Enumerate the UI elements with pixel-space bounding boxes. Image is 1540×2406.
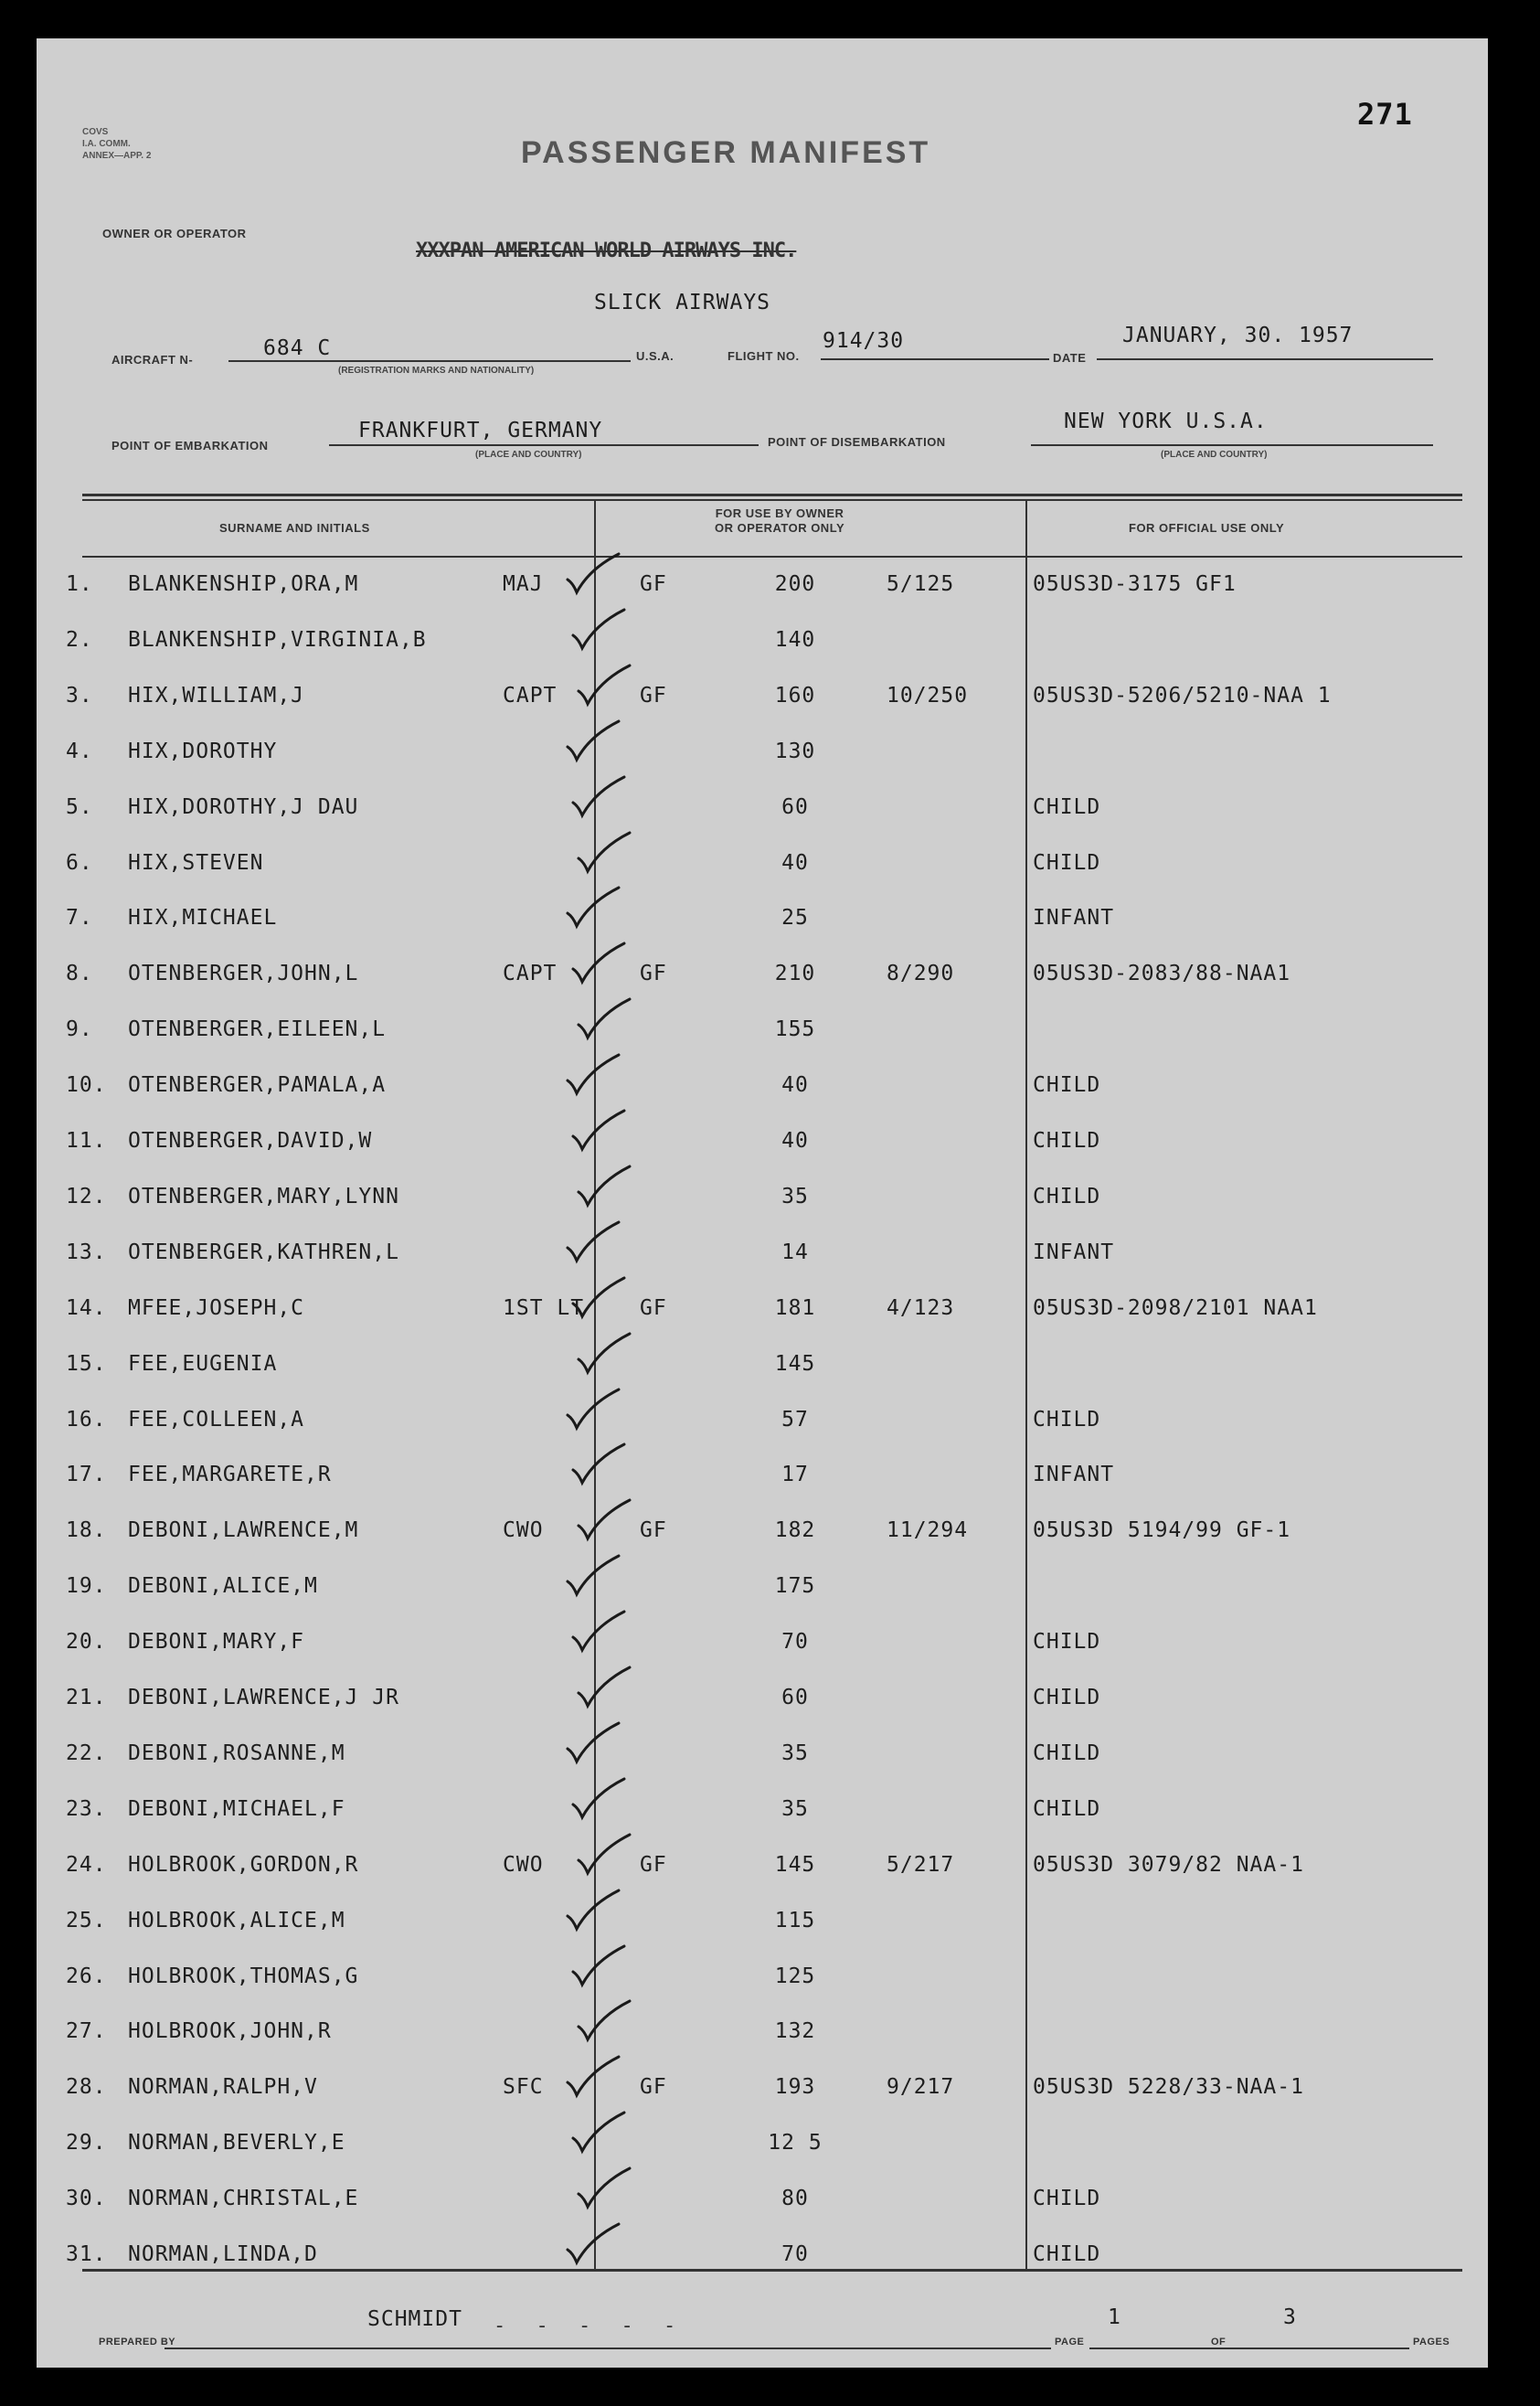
row-number: 12. [66,1184,107,1208]
row-number: 24. [66,1852,107,1877]
table-row [37,851,1488,906]
check-mark-icon [568,942,632,985]
passenger-weight: 40 [781,1073,809,1098]
passenger-rank: MAJ [503,572,544,596]
table-row [37,1909,1488,1964]
gf-code: GF [640,1518,667,1543]
pages-label: PAGES [1413,2337,1450,2347]
row-number: 17. [66,1463,107,1487]
gf-code: GF [640,2075,667,2100]
table-row [37,1129,1488,1184]
official-code: CHILD [1033,2242,1101,2266]
passenger-name: DEBONI,LAWRENCE,M [128,1518,359,1543]
gf-code: GF [640,1295,667,1320]
date-label: DATE [1053,351,1087,365]
passenger-name: NORMAN,CHRISTAL,E [128,2187,359,2211]
check-mark-icon [573,1833,637,1877]
passenger-name: HIX,WILLIAM,J [128,683,305,708]
table-row [37,2075,1488,2130]
row-number: 18. [66,1518,107,1543]
passenger-name: OTENBERGER,EILEEN,L [128,1017,387,1042]
passenger-rank: CWO [503,1852,544,1877]
check-mark-icon [573,1165,637,1208]
passenger-name: DEBONI,LAWRENCE,J JR [128,1686,399,1709]
passenger-rank: CAPT [503,962,558,986]
passenger-weight: 155 [774,1017,816,1042]
check-mark-icon [568,1777,632,1821]
baggage-count: 5/217 [887,1852,955,1877]
passenger-weight: 175 [774,1574,816,1599]
passenger-rank: CAPT [503,683,558,708]
row-number: 28. [66,2075,107,2100]
official-code: CHILD [1033,1630,1101,1655]
official-code: INFANT [1033,1240,1115,1264]
check-mark-icon [568,1610,632,1654]
passenger-weight: 35 [781,1796,809,1821]
page-label: PAGE [1055,2337,1085,2347]
gf-code: GF [640,683,667,708]
check-mark-icon [573,831,637,875]
table-row [37,2187,1488,2241]
page-number: 271 [1357,97,1413,132]
row-number: 1. [66,572,93,596]
embark-note: (PLACE AND COUNTRY) [475,450,582,460]
passenger-weight: 140 [774,627,816,652]
disembark-note: (PLACE AND COUNTRY) [1161,450,1268,460]
passenger-weight: 70 [781,1630,809,1655]
row-number: 30. [66,2187,107,2211]
official-code: CHILD [1033,1686,1101,1709]
owner-label: OWNER OR OPERATOR [102,227,247,240]
passenger-weight: 60 [781,794,809,819]
prepared-by-label: PREPARED BY [99,2337,176,2347]
passenger-weight: 40 [781,850,809,875]
table-row [37,1741,1488,1796]
of-label: OF [1211,2337,1227,2347]
passenger-name: NORMAN,BEVERLY,E [128,2131,345,2156]
passenger-weight: 115 [774,1908,816,1932]
table-row [37,1185,1488,1240]
row-number: 10. [66,1073,107,1098]
baggage-count: 10/250 [887,683,969,708]
column-header-surname: SURNAME AND INITIALS [219,521,370,535]
row-number: 26. [66,1964,107,1988]
row-number: 4. [66,739,93,763]
table-row [37,1686,1488,1741]
official-code: CHILD [1033,1073,1101,1098]
check-mark-icon [562,886,626,930]
passenger-name: OTENBERGER,KATHREN,L [128,1240,399,1264]
check-mark-icon [562,1889,626,1932]
owner-value: SLICK AIRWAYS [594,291,771,314]
official-code: 05US3D-2098/2101 NAA1 [1033,1295,1318,1320]
column-header-official: FOR OFFICIAL USE ONLY [1129,521,1285,535]
baggage-count: 5/125 [887,572,955,596]
passenger-weight: 145 [774,1351,816,1376]
passenger-name: HOLBROOK,JOHN,R [128,2019,332,2044]
official-code: CHILD [1033,1184,1101,1208]
passenger-name: HIX,STEVEN [128,850,264,875]
baggage-count: 9/217 [887,2075,955,2100]
official-code: CHILD [1033,1741,1101,1765]
passenger-weight: 132 [774,2019,816,2044]
passenger-name: DEBONI,ALICE,M [128,1574,318,1599]
official-code: 05US3D-2083/88-NAA1 [1033,962,1291,986]
passenger-name: BLANKENSHIP,VIRGINIA,B [128,627,427,652]
passenger-weight: 125 [774,1964,816,1988]
table-row [37,740,1488,794]
row-number: 23. [66,1796,107,1821]
passenger-name: HIX,DOROTHY [128,739,278,763]
passenger-name: NORMAN,RALPH,V [128,2075,318,2100]
check-mark-icon [562,2222,626,2266]
passenger-weight: 193 [774,2075,816,2100]
row-number: 5. [66,794,93,819]
table-row [37,1797,1488,1852]
official-code: 05US3D 3079/82 NAA-1 [1033,1852,1304,1877]
row-number: 7. [66,906,93,931]
table-row [37,1964,1488,2019]
passenger-rank: CWO [503,1518,544,1543]
table-row [37,1352,1488,1407]
table-row [37,1017,1488,1072]
passenger-name: OTENBERGER,JOHN,L [128,962,359,986]
table-row [37,1408,1488,1463]
check-mark-icon [573,997,637,1041]
check-mark-icon [562,1554,626,1598]
check-mark-icon [562,1220,626,1264]
passenger-rank: 1ST LT [503,1295,585,1320]
disembark-label: POINT OF DISEMBARKATION [768,435,946,449]
check-mark-icon [562,1388,626,1432]
table-row [37,572,1488,627]
of-value: 3 [1283,2305,1297,2329]
check-mark-icon [562,1053,626,1097]
baggage-count: 4/123 [887,1295,955,1320]
table-row [37,906,1488,961]
check-mark-icon [573,1498,637,1542]
row-number: 8. [66,962,93,986]
row-number: 11. [66,1129,107,1153]
passenger-name: FEE,EUGENIA [128,1351,278,1376]
passenger-name: FEE,MARGARETE,R [128,1463,332,1487]
row-number: 25. [66,1908,107,1932]
row-number: 21. [66,1686,107,1709]
column-header-owner-use: FOR USE BY OWNER OR OPERATOR ONLY [715,506,845,535]
official-code: 05US3D 5228/33-NAA-1 [1033,2075,1304,2100]
table-row [37,2131,1488,2186]
row-number: 29. [66,2131,107,2156]
passenger-weight: 80 [781,2187,809,2211]
official-code: 05US3D-3175 GF1 [1033,572,1237,596]
official-code: CHILD [1033,1796,1101,1821]
official-code: 05US3D-5206/5210-NAA 1 [1033,683,1332,708]
row-number: 14. [66,1295,107,1320]
prepared-by-dashes: - - - - - [494,2315,685,2337]
passenger-weight: 40 [781,1129,809,1153]
passenger-name: HIX,MICHAEL [128,906,278,931]
row-number: 9. [66,1017,93,1042]
passenger-name: DEBONI,MICHAEL,F [128,1796,345,1821]
passenger-name: NORMAN,LINDA,D [128,2242,318,2266]
table-row [37,962,1488,1017]
passenger-rank: SFC [503,2075,544,2100]
check-mark-icon [568,1443,632,1486]
passenger-weight: 17 [781,1463,809,1487]
embark-value: FRANKFURT, GERMANY [358,419,603,442]
table-row [37,684,1488,739]
passenger-name: OTENBERGER,DAVID,W [128,1129,373,1153]
check-mark-icon [568,2111,632,2155]
passenger-weight: 181 [774,1295,816,1320]
row-number: 31. [66,2242,107,2266]
check-mark-icon [573,664,637,708]
official-code: CHILD [1033,1129,1101,1153]
row-number: 13. [66,1240,107,1264]
official-code: INFANT [1033,906,1115,931]
flight-label: FLIGHT NO. [728,349,800,363]
row-number: 16. [66,1407,107,1432]
official-code: CHILD [1033,1407,1101,1432]
row-number: 3. [66,683,93,708]
passenger-weight: 25 [781,906,809,931]
table-row [37,1073,1488,1128]
passenger-weight: 182 [774,1518,816,1543]
usa-label: U.S.A. [636,349,674,363]
page-value: 1 [1108,2305,1121,2329]
passenger-weight: 210 [774,962,816,986]
passenger-weight: 14 [781,1240,809,1264]
check-mark-icon [568,1944,632,1988]
aircraft-label: AIRCRAFT N- [112,353,194,367]
row-number: 6. [66,850,93,875]
table-row [37,1630,1488,1685]
passenger-name: OTENBERGER,MARY,LYNN [128,1184,399,1208]
table-row [37,2019,1488,2074]
passenger-weight: 12 5 [768,2131,823,2156]
passenger-name: OTENBERGER,PAMALA,A [128,1073,387,1098]
check-mark-icon [562,2055,626,2099]
form-reference: COVS I.A. COMM. ANNEX—APP. 2 [82,127,152,161]
row-number: 27. [66,2019,107,2044]
passenger-name: HOLBROOK,ALICE,M [128,1908,345,1932]
passenger-weight: 57 [781,1407,809,1432]
table-row [37,628,1488,683]
passenger-weight: 35 [781,1741,809,1765]
passenger-name: HOLBROOK,GORDON,R [128,1852,359,1877]
passenger-name: MFEE,JOSEPH,C [128,1295,305,1320]
row-number: 22. [66,1741,107,1765]
passenger-name: DEBONI,ROSANNE,M [128,1741,345,1765]
passenger-name: BLANKENSHIP,ORA,M [128,572,359,596]
passenger-weight: 160 [774,683,816,708]
row-number: 2. [66,627,93,652]
table-row [37,795,1488,850]
manifest-sheet [37,38,1488,2368]
aircraft-note: (REGISTRATION MARKS AND NATIONALITY) [338,366,535,376]
check-mark-icon [568,608,632,652]
check-mark-icon [573,1666,637,1709]
row-number: 20. [66,1630,107,1655]
aircraft-value: 684 C [263,336,332,360]
baggage-count: 11/294 [887,1518,969,1543]
check-mark-icon [573,1332,637,1376]
prepared-by-value: SCHMIDT [367,2307,462,2331]
check-mark-icon [562,552,626,596]
passenger-weight: 70 [781,2242,809,2266]
official-code: INFANT [1033,1463,1115,1487]
passenger-name: DEBONI,MARY,F [128,1630,305,1655]
official-code: 05US3D 5194/99 GF-1 [1033,1518,1291,1543]
passenger-weight: 130 [774,739,816,763]
passenger-name: HOLBROOK,THOMAS,G [128,1964,359,1988]
official-code: CHILD [1033,2187,1101,2211]
row-number: 15. [66,1351,107,1376]
passenger-weight: 60 [781,1686,809,1709]
check-mark-icon [568,1276,632,1320]
owner-struck: XXXPAN AMERICAN WORLD AIRWAYS INC. [416,240,797,262]
official-code: CHILD [1033,794,1101,819]
gf-code: GF [640,1852,667,1877]
passenger-weight: 200 [774,572,816,596]
table-row [37,1463,1488,1517]
table-row [37,1853,1488,1908]
check-mark-icon [568,775,632,819]
check-mark-icon [562,719,626,763]
gf-code: GF [640,962,667,986]
passenger-name: FEE,COLLEEN,A [128,1407,305,1432]
check-mark-icon [573,1999,637,2043]
flight-value: 914/30 [823,329,905,353]
row-number: 19. [66,1574,107,1599]
passenger-weight: 145 [774,1852,816,1877]
table-row [37,1296,1488,1351]
baggage-count: 8/290 [887,962,955,986]
check-mark-icon [568,1109,632,1153]
disembark-value: NEW YORK U.S.A. [1064,410,1268,433]
gf-code: GF [640,572,667,596]
date-value: JANUARY, 30. 1957 [1122,324,1354,347]
page-title: PASSENGER MANIFEST [521,135,931,170]
table-row [37,1240,1488,1295]
official-code: CHILD [1033,850,1101,875]
embark-label: POINT OF EMBARKATION [112,439,269,452]
table-row [37,1518,1488,1573]
table-row [37,1574,1488,1629]
passenger-name: HIX,DOROTHY,J DAU [128,794,359,819]
check-mark-icon [573,2166,637,2210]
check-mark-icon [562,1721,626,1765]
passenger-weight: 35 [781,1184,809,1208]
